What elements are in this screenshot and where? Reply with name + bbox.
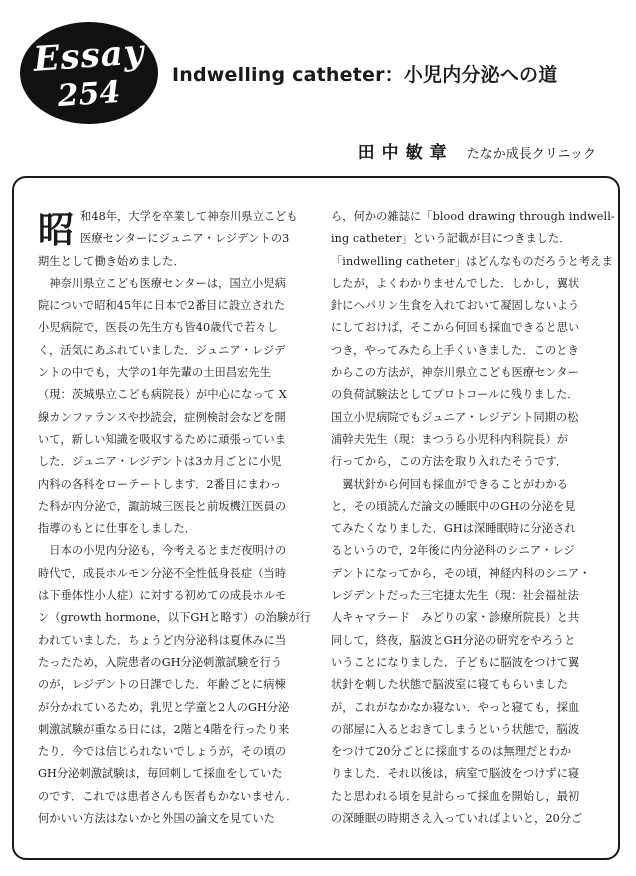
essay-badge-word: Essay: [32, 32, 146, 80]
text-line: 浦幹夫先生（現：まつうら小児科内科院長）が: [331, 432, 569, 446]
text-line: 小児病院で，医長の先生方も皆40歳代で若々し: [38, 321, 278, 335]
text-line: 神奈川県立こども医療センターは，国立小児病: [38, 276, 286, 290]
text-line: ントの中でも，大学の1年先輩の土田昌宏先生: [38, 366, 271, 380]
text-line: たり．今では信じられないでしょうが，その頃の: [38, 745, 287, 759]
text-line: した．ジュニア・レジデントは3カ月ごとに小児: [38, 455, 282, 469]
text-line: 線カンファランスや抄読会，症例検討会などを開: [38, 410, 286, 424]
text-line: が分かれているため，乳児と学童と2人のGH分泌: [38, 700, 290, 714]
text-line: 医療センターにジュニア・レジデントの3: [80, 232, 290, 246]
text-line: 翼状針から何回も採血ができることがわかる: [331, 477, 569, 491]
text-line: の深睡眠の時期さえ入っていればよいと，20分ご: [331, 812, 583, 826]
text-line: 国立小児病院でもジュニア・レジデント同期の松: [331, 410, 579, 424]
text-line: をつけて20分ごとに採血するのは無理だとわか: [331, 745, 572, 759]
left-column-lines: [38, 206, 311, 830]
essay-badge: [20, 22, 158, 124]
text-line: の負荷試験法としてプロトコールに残りました．: [331, 388, 579, 402]
text-line: 指導のもとに仕事をしました．: [38, 522, 197, 536]
text-line: したが，よくわかりませんでした．しかし，翼状: [331, 276, 580, 290]
text-line: 期生として働き始めました．: [38, 254, 185, 268]
text-line: 人キャマラード みどりの家・診療所院長）と共: [331, 611, 580, 625]
author-name: 田中敏章: [357, 143, 454, 163]
text-line: のが，レジデントの日課でした．年齢ごとに病棟: [38, 678, 286, 692]
text-line: ン（growth hormone，以下GHと略す）の治験が行: [38, 611, 311, 625]
text-line: 日本の小児内分泌も，今考えるとまだ夜明けの: [38, 544, 287, 558]
text-line: いて，新しい知識を吸収するために頑張っていま: [38, 432, 287, 446]
text-line: 同して，終夜，脳波とGH分泌の研究をやろうと: [331, 633, 576, 647]
text-line: た科が内分泌で，諏訪城三医長と前坂機江医員の: [38, 499, 287, 513]
text-line: （現：茨城県立こども病院長）が中心になって X: [38, 388, 287, 402]
essay-badge-number: 254: [56, 74, 122, 115]
text-line: るというので，2年後に内分泌科のシニア・レジ: [331, 544, 575, 558]
text-line: デントになってから，その頃，神経内科のシニア・: [331, 566, 591, 580]
text-line: たと思われる頃を見計らって採血を開始し，最初: [331, 789, 580, 803]
left-column: [38, 206, 311, 830]
text-line: 内科の各科をローテートします．2番目にまわっ: [38, 477, 282, 491]
text-line: いうことになりました．子どもに脳波をつけて翼: [331, 655, 580, 669]
text-line: と，その頃読んだ論文の睡眠中のGHの分泌を見: [331, 499, 576, 513]
text-line: にしておけば，そこから何回も採血できると思い: [331, 321, 580, 335]
text-line: 和48年，大学を卒業して神奈川県立こども: [80, 210, 298, 223]
text-line: 時代で，成長ホルモン分泌不全性低身長症（当時: [38, 566, 287, 580]
drop-cap: 昭: [38, 209, 75, 251]
text-line: からこの方法が，神奈川県立こども医療センター: [331, 366, 579, 380]
byline: [358, 138, 596, 163]
text-line: 行ってから，この方法を取り入れたそうです．: [331, 455, 568, 469]
text-line: たったため，入院患者のGH分泌刺激試験を行う: [38, 655, 283, 669]
text-line: われていました．ちょうど内分泌科は夏休みに当: [38, 633, 287, 647]
text-line: のです．これでは患者さんも医者もかないません．: [38, 789, 298, 803]
text-line: ら，何かの雑誌に「blood drawing through indwell-: [331, 210, 615, 223]
text-line: 「indwelling catheter」はどんなものだろうと考えま: [331, 254, 613, 268]
text-line: GH分泌刺激試験は，毎回刺して採血をしていた: [38, 767, 283, 781]
right-column-lines: [331, 206, 615, 830]
text-line: 何かいい方法はないかと外国の論文を見ていた: [38, 812, 276, 826]
text-line: レジデントだった三宅捷太先生（現：社会福祉法: [331, 589, 579, 603]
text-line: ing catheter」という記載が目につきました．: [331, 232, 571, 246]
text-line: 状針を刺した状態で脳波室に寝てもらいました: [331, 678, 569, 692]
text-line: は下垂体性小人症）に対する初めての成長ホルモ: [38, 589, 287, 603]
author-clinic: たなか成長クリニック: [466, 147, 596, 162]
text-line: てみたくなりました．GHは深睡眠時に分泌され: [331, 522, 576, 536]
text-line: りました．それ以後は，病室で脳波をつけずに寝: [331, 767, 580, 781]
text-line: の部屋に入るとおきてしまうという状態で，脳波: [331, 722, 580, 736]
text-line: 院についで昭和45年に日本で2番目に設立された: [38, 299, 286, 313]
right-column: [331, 206, 615, 830]
text-line: く，活気にあふれていました．ジュニア・レジデ: [38, 343, 286, 357]
text-line: つき，やってみたら上手くいきました．このとき: [331, 343, 579, 357]
text-line: 針にヘパリン生食を入れておいて凝固しないよう: [331, 299, 580, 313]
text-line: 刺激試験が重なる日には，2階と4階を行ったり来: [38, 722, 290, 736]
article-title: Indwelling catheter：小児内分泌への道: [172, 64, 558, 86]
text-line: が，これがなかなか寝ない．やっと寝ても，採血: [331, 700, 580, 714]
